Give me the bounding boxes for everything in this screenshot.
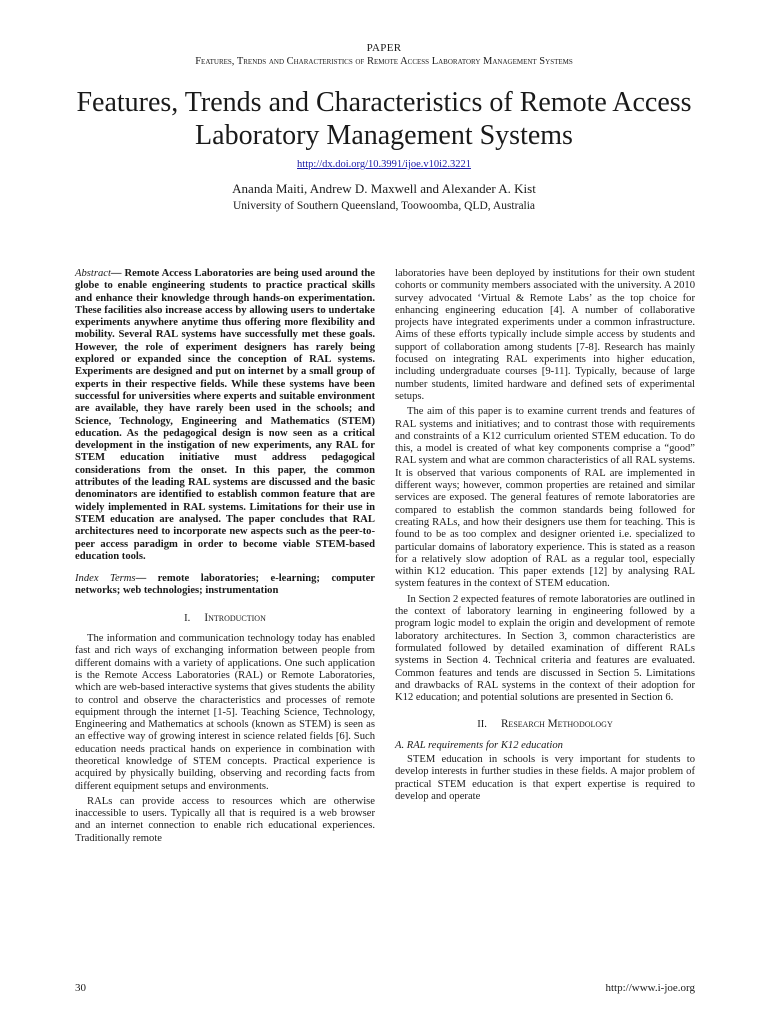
- abstract-lead: Abstract: [75, 268, 111, 279]
- left-column: [75, 268, 375, 845]
- intro-paragraph: The information and communication technology today has enabled fast and rich ways of exchanging information between people from different domains with a variety of applications. One such application is the Remote Access Laboratories (RAL) or Remote Laboratories, which are web-based interactive systems that gives students the ability to control and observe the characteristics and processes of remote equipment through the internet [1-5]. Teaching Science, Technology, Engineering and Mathematics at schools (known as STEM) is seen as an effective way of growing interest in science related fields [6]. Such education needs practical hands on experience in combination with theoretical knowledge of STEM concepts. Practical experience is acquired by physically building, observing and recording facts from different equipment setups and environments.: [75, 633, 375, 792]
- abstract-text: Remote Access Laboratories are being used around the globe to enable engineering students to practice practical skills and enhance their knowledge through hands-on experimentation. These facilities also increase access by allowing users to undertake experiments anywhere anytime thus offering more flexibility and mobility. Several RAL systems have successfully met these goals. However, the role of experiment designers has rarely being explored or expanded since the conception of RAL systems. Experiments are designed and put on internet by a small group of experts in their respective fields. While these systems have been successful for universities where experts and suitable environment are available, they have rarely been used in the schools; and Science, Technology, Engineering and Mathematics (STEM) education. As the pedagogical design is now seen as a critical development in the instigation of new experiments, any RAL for STEM education initiative must address pedagogical considerations from the onset. In this paper, the common attributes of the leading RAL systems are discussed and the basic denominators are identified to establish common feature that are widely implemented in RAL systems. Limitations for their use in STEM education are analysed. The paper concludes that RAL architectures need to incorporate new aspects such as the peer-to-peer access paradigm in order to become viable STEM-based education tools.: [75, 268, 376, 562]
- section-number: I.: [184, 612, 191, 624]
- index-terms-lead: Index Terms: [75, 573, 136, 585]
- affiliation: University of Southern Queensland, Toowoomba, QLD, Australia: [232, 200, 536, 212]
- journal-url[interactable]: http://www.i-joe.org: [605, 982, 695, 994]
- section-heading-introduction: [75, 612, 375, 625]
- body-paragraph: In Section 2 expected features of remote laboratories are outlined in the context of laboratory learning in engineering followed by a program logic model to explain the origin and development of remote laboratory architectures. In Section 3, common characteristics are formulated followed by detailed examination of different RALs systems in Section 4. Technical criteria and features are evaluated. Common features and tends are discussed in Section 5. Limitations and drawbacks of RAL systems in the context of their adoption for K12 education; and potential solutions are presented in Section 6.: [395, 593, 695, 704]
- section-number: II.: [477, 719, 487, 731]
- intro-paragraph: RALs can provide access to resources which are otherwise inaccessible to users. Typically all that is required is a web browser and an internet connection to enable rich educational experiences. Traditionally remote: [75, 795, 375, 844]
- subsection-heading: A. RAL requirements for K12 education: [395, 739, 563, 751]
- running-title: Features, Trends and Characteristics of Remote Access Laboratory Management Systems: [195, 56, 573, 67]
- body-paragraph: The aim of this paper is to examine current trends and features of RAL systems and initiatives; and to contrast those with requirements and constraints of a K12 curriculum oriented STEM education. To do this, a model is created of what key components comprise a “good” RAL system and what are common characteristics of all RAL systems. It is observed that various components of RAL are implemented in different ways; however, common properties are retained and similar services are exposed. The general features of remote laboratories are compared to establish the common standards being followed for creating RALs, and how their designers use them for teaching. This is found to be as too complex and designer oriented i.e. specialized to particular domains of laboratory experience. This is stated as a reason for a relatively slow adoption of RAL as a regular tool, especially within K12 education. This paper extends [12] by analysing RAL system features in the context of STEM education.: [395, 406, 695, 590]
- section-title: Introduction: [204, 611, 266, 624]
- abstract-dash: —: [110, 268, 125, 279]
- doi-link[interactable]: http://dx.doi.org/10.3991/ijoe.v10i2.3221: [297, 159, 471, 170]
- section-heading-methodology: [395, 718, 695, 731]
- continued-paragraph: laboratories have been deployed by institutions for their own student cohorts or community members associated with the university. A 2010 survey advocated ‘Virtual & Remote Labs’ as the top choice for enhancing engineering education [4]. A number of collaborative projects have integrated experiments under a common infrastructure. Aims of these efforts typically include simple access by students and support of collaboration among students [7-8]. Research has mainly focused on integrating RAL experiments into higher education, including undergraduate courses [9-11]. Typically, because of large number students, limited hardware and defined sets of experimental setups.: [395, 268, 695, 402]
- section-label: PAPER: [366, 42, 402, 54]
- paper-title: Features, Trends and Characteristics of Remote Access Laboratory Management Systems: [76, 87, 692, 151]
- index-terms-dash: —: [135, 573, 158, 585]
- right-column: [395, 268, 695, 803]
- authors: Ananda Maiti, Andrew D. Maxwell and Alexander A. Kist: [232, 181, 536, 196]
- section-title: Research Methodology: [500, 718, 613, 731]
- index-terms: [75, 573, 375, 598]
- page-number: 30: [75, 982, 86, 994]
- index-terms-text: remote laboratories; e-learning; computer networks; web technologies; instrumentation: [75, 573, 375, 597]
- body-paragraph: STEM education in schools is very important for students to develop interests in further studies in these fields. A major problem of practical STEM education is that expert expertise is required to develop and operate: [395, 753, 695, 802]
- abstract: [75, 268, 375, 563]
